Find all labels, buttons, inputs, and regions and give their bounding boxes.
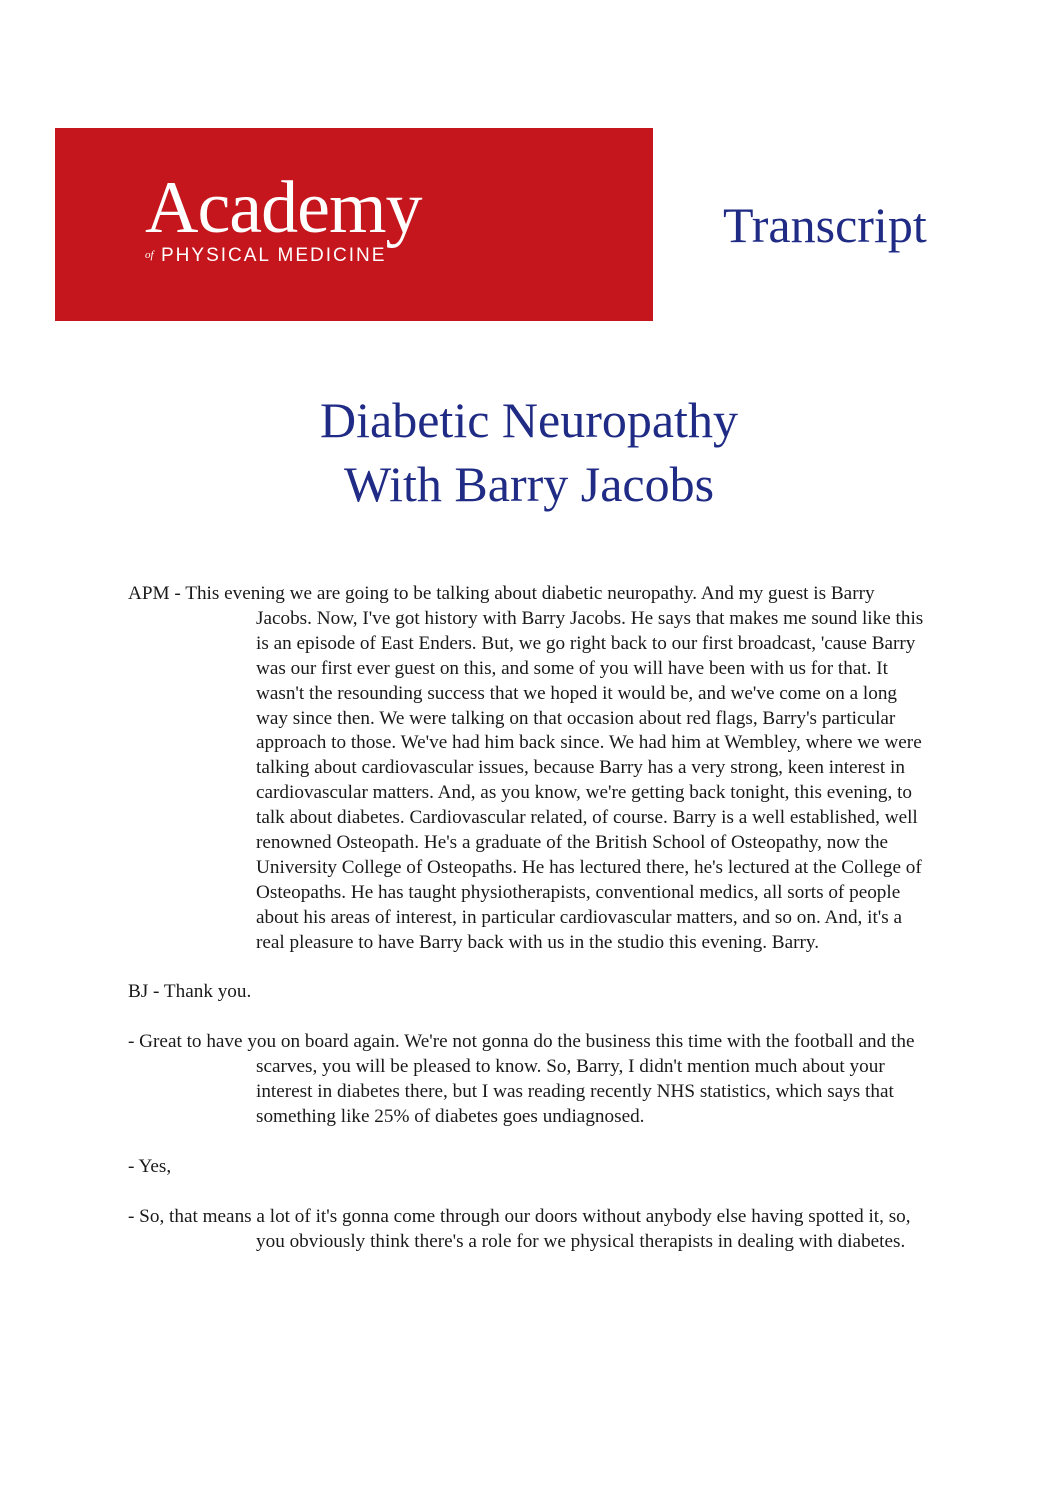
title-line-1: Diabetic Neuropathy — [320, 392, 738, 448]
logo-prefix: of — [145, 249, 154, 261]
title-line-2: With Barry Jacobs — [343, 456, 715, 512]
academy-logo — [55, 128, 653, 321]
transcript-entry: BJ - Thank you. — [128, 981, 252, 1003]
transcript-body — [128, 582, 932, 1279]
transcript-label: Transcript — [723, 197, 927, 253]
logo-subtitle: PHYSICAL MEDICINE — [161, 245, 387, 266]
document-title — [0, 388, 1058, 516]
transcript-entry: - Great to have you on board again. We're not gonna do the business this time with the football and the scarves, you will be pleased to know. So, Barry, I didn't mention much about your interest in diabetes there, but I was reading recently NHS statistics, which says that something like 25% of diabetes goes undiagnosed. — [128, 1031, 915, 1127]
transcript-entry: - Yes, — [128, 1155, 172, 1177]
transcript-entry: APM - This evening we are going to be talking about diabetic neuropathy. And my guest is Barry Jacobs. Now, I've got history with Barry Jacobs. He says that makes me sound like this is an episode of East Enders. But, we go right back to our first broadcast, 'cause Barry was our first ever guest on this, and some of you will have been with us for that. It wasn't the resounding success that we hoped it would be, and we've come on a long way since then. We were talking on that occasion about red flags, Barry's particular approach to those. We've had him back since. We had him at Wembley, where we were talking about cardiovascular issues, because Barry has a very strong, keen interest in cardiovascular matters. And, as you know, we're getting back tonight, this evening, to talk about diabetes. Cardiovascular related, of course. Barry is a well established, well renowned Osteopath. He's a graduate of the British School of Osteopathy, now the University College of Osteopaths. He has lectured there, he's lectured at the College of Osteopaths. He has taught physiotherapists, conventional medics, all sorts of people about his areas of interest, in particular cardiovascular matters, and so on. And, it's a real pleasure to have Barry back with us in the studio this evening. Barry. — [128, 583, 924, 953]
transcript-entry: - So, that means a lot of it's gonna come through our doors without anybody else having spotted it, so, you obviously think there's a role for we physical therapists in dealing with diabetes. — [128, 1205, 911, 1252]
logo-wordmark: Academy — [145, 167, 422, 249]
